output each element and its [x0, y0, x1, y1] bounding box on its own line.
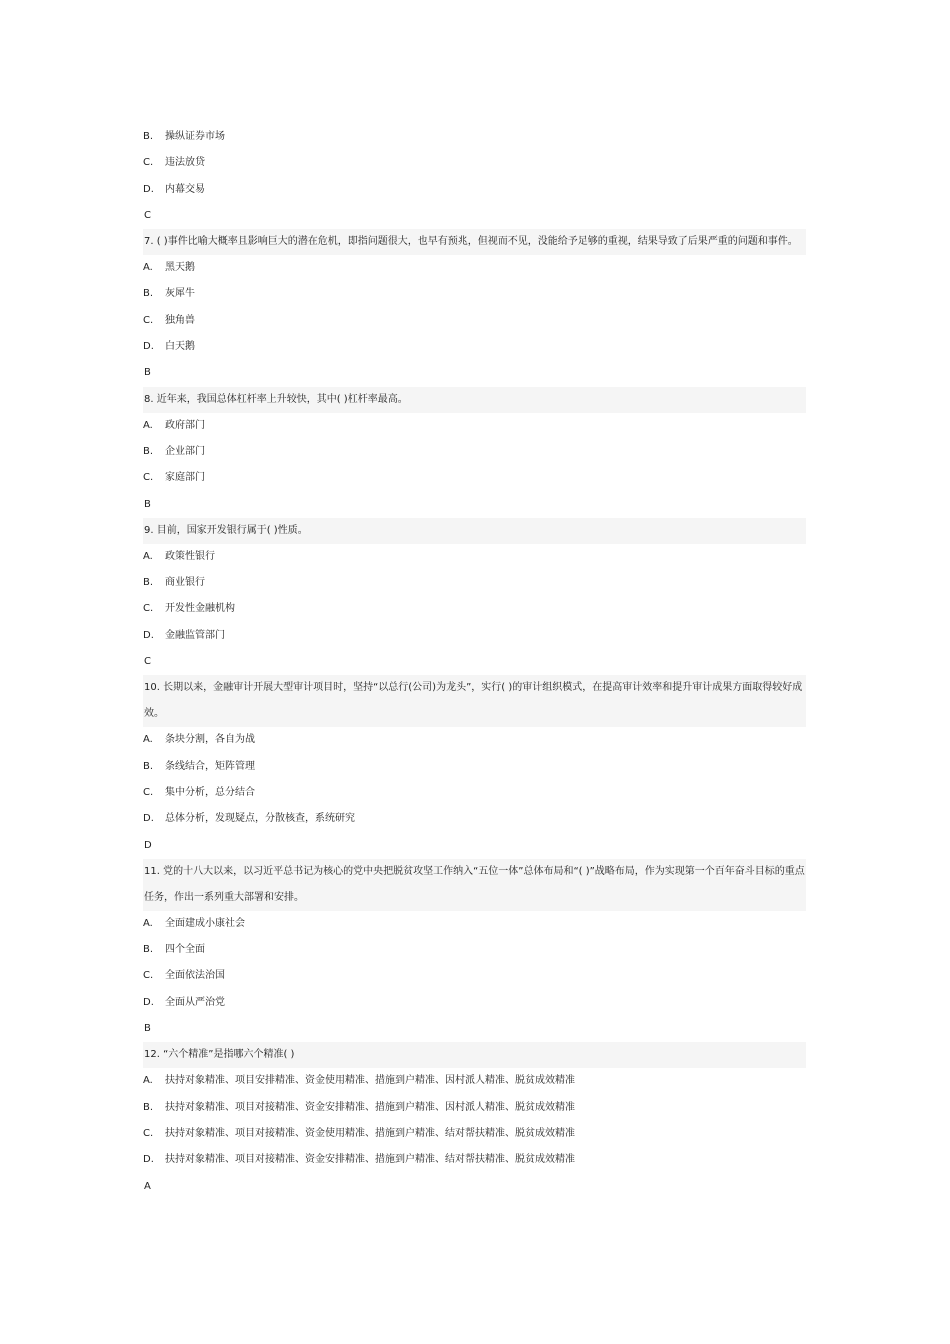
option-text: 扶持对象精准、项目对接精准、资金使用精准、措施到户精准、结对帮扶精准、脱贫成效精准 — [165, 1127, 575, 1139]
option-letter: C. — [143, 970, 154, 982]
option-letter: B. — [143, 760, 154, 772]
option-row — [143, 911, 806, 937]
option-text: 扶持对象精准、项目对接精准、资金安排精准、措施到户精准、因村派人精准、脱贫成效精准 — [165, 1101, 575, 1113]
option-letter: A. — [143, 917, 153, 929]
option-row — [143, 255, 806, 281]
option-text: 全面从严治党 — [165, 996, 225, 1008]
option-letter: C. — [143, 472, 154, 484]
option-text: 黑天鹅 — [165, 262, 195, 274]
option-letter: D. — [143, 813, 154, 825]
option-row — [143, 150, 806, 176]
option-row — [143, 754, 806, 780]
option-letter: D. — [143, 183, 154, 195]
answer: B — [144, 367, 151, 379]
option-text: 四个全面 — [165, 944, 205, 956]
question-block — [143, 859, 806, 1042]
option-row — [143, 937, 806, 963]
question-text: 12. “六个精准”是指哪六个精准( ) — [143, 1042, 806, 1068]
option-row — [143, 281, 806, 307]
option-row — [143, 1121, 806, 1147]
option-letter: D. — [143, 996, 154, 1008]
option-letter: C. — [143, 1127, 154, 1139]
question-block — [143, 675, 806, 858]
option-row — [143, 596, 806, 622]
option-text: 商业银行 — [165, 577, 205, 589]
option-letter: C. — [143, 157, 154, 169]
option-row — [143, 1147, 806, 1173]
option-letter: C. — [143, 603, 154, 615]
option-row — [143, 780, 806, 806]
quiz-content — [143, 124, 806, 1200]
answer: C — [144, 209, 151, 221]
question-block — [143, 387, 806, 518]
option-letter: C. — [143, 314, 154, 326]
answer: B — [144, 1023, 151, 1035]
option-letter: A. — [143, 419, 153, 431]
question-text: 10. 长期以来，金融审计开展大型审计项目时，坚持“以总行(公司)为龙头”，实行( )的审计组织模式，在提高审计效率和提升审计成果方面取得较好成效。 — [143, 675, 806, 727]
option-letter: B. — [143, 577, 154, 589]
option-letter: A. — [143, 1075, 153, 1087]
option-text: 条块分割，各自为战 — [165, 734, 255, 746]
option-letter: B. — [143, 944, 154, 956]
question-text: 7. ( )事件比喻大概率且影响巨大的潜在危机，即指问题很大，也早有预兆，但视而不见，没能给予足够的重视，结果导致了后果严重的问题和事件。 — [143, 229, 806, 255]
option-letter: D. — [143, 629, 154, 641]
option-text: 开发性金融机构 — [165, 603, 235, 615]
option-letter: B. — [143, 288, 154, 300]
option-row — [143, 124, 806, 150]
option-text: 条线结合，矩阵管理 — [165, 760, 255, 772]
answer: D — [144, 839, 152, 851]
option-letter: A. — [143, 550, 153, 562]
option-text: 全面建成小康社会 — [165, 917, 245, 929]
option-row — [143, 308, 806, 334]
option-text: 企业部门 — [165, 445, 205, 457]
question-block — [143, 1042, 806, 1199]
option-text: 家庭部门 — [165, 472, 205, 484]
option-text: 集中分析，总分结合 — [165, 786, 255, 798]
option-row — [143, 806, 806, 832]
option-text: 总体分析，发现疑点，分散核查，系统研究 — [165, 813, 355, 825]
option-letter: A. — [143, 734, 153, 746]
option-row — [143, 963, 806, 989]
option-text: 内幕交易 — [165, 183, 205, 195]
answer: B — [144, 498, 151, 510]
option-text: 独角兽 — [165, 314, 195, 326]
question-text: 8. 近年来，我国总体杠杆率上升较快，其中( )杠杆率最高。 — [143, 387, 806, 413]
option-text: 金融监管部门 — [165, 629, 225, 641]
option-letter: D. — [143, 1154, 154, 1166]
option-text: 白天鹅 — [165, 341, 195, 353]
option-row — [143, 439, 806, 465]
option-letter: B. — [143, 131, 154, 142]
option-row — [143, 570, 806, 596]
option-text: 扶持对象精准、项目安排精准、资金使用精准、措施到户精准、因村派人精准、脱贫成效精准 — [165, 1075, 575, 1087]
option-row — [143, 727, 806, 753]
option-row — [143, 465, 806, 491]
option-row — [143, 544, 806, 570]
question-text: 11. 党的十八大以来，以习近平总书记为核心的党中央把脱贫攻坚工作纳入“五位一体”总体布局和“( )”战略布局，作为实现第一个百年奋斗目标的重点任务，作出一系列重大部署和安排。 — [143, 859, 806, 911]
option-text: 政府部门 — [165, 419, 205, 431]
question-text: 9. 目前，国家开发银行属于( )性质。 — [143, 518, 806, 544]
question-block — [143, 229, 806, 386]
option-letter: D. — [143, 341, 154, 353]
option-row — [143, 334, 806, 360]
option-text: 政策性银行 — [165, 550, 215, 562]
option-row — [143, 1095, 806, 1121]
option-letter: A. — [143, 262, 153, 274]
option-row — [143, 1068, 806, 1094]
option-letter: C. — [143, 786, 154, 798]
option-row — [143, 413, 806, 439]
answer: A — [144, 1180, 151, 1192]
option-text: 违法放贷 — [165, 157, 205, 169]
option-text: 操纵证券市场 — [165, 131, 225, 142]
option-text: 扶持对象精准、项目对接精准、资金安排精准、措施到户精准、结对帮扶精准、脱贫成效精准 — [165, 1154, 575, 1166]
option-text: 全面依法治国 — [165, 970, 225, 982]
option-letter: B. — [143, 1101, 154, 1113]
option-row — [143, 990, 806, 1016]
option-letter: B. — [143, 445, 154, 457]
option-row — [143, 177, 806, 203]
option-row — [143, 623, 806, 649]
option-text: 灰犀牛 — [165, 288, 195, 300]
answer: C — [144, 656, 151, 668]
question-block — [143, 518, 806, 675]
